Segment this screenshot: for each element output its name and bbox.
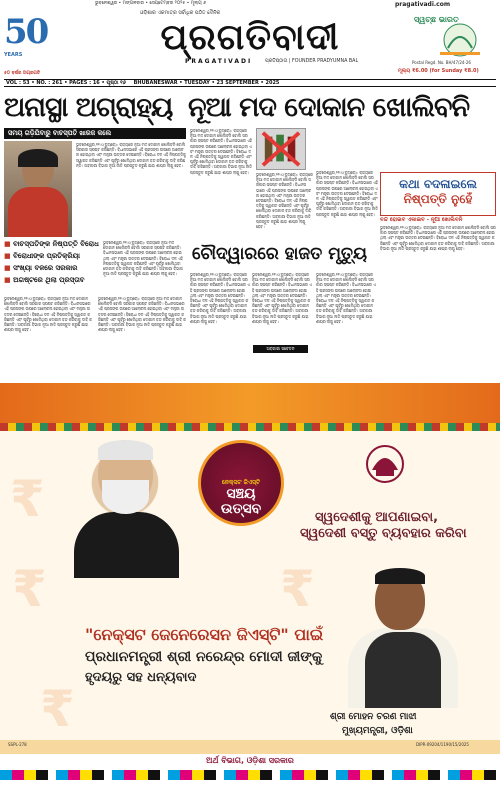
dipr-code: DIPR-09204/1190/15/2025 bbox=[416, 742, 469, 747]
ad-slogan-2: ସ୍ୱଦେଶୀ ବସ୍ତୁ ବ୍ୟବହାର କରିବା bbox=[300, 526, 467, 541]
tagline: ଓଡ଼ିଶାର ଏକମାତ୍ର ସର୍ବାଧିକ ପଠିତ ଦୈନିକ bbox=[140, 10, 221, 16]
site-url[interactable]: pragativadi.com bbox=[395, 1, 451, 8]
article-column: ଭୁବନେଶ୍ୱର,୨୨।୯(ବ୍ୟୁରୋ): ରାଜ୍ୟରେ ନୂଆ ମଦ ଦୋକାନ ଖୋଲିବନି ବୋଲି ସରକାର ସ୍ପଷ୍ଟ କରିଛନ୍ତି। ବିଧାନସଭାରେ ଏହି ପ୍ରସଙ୍ଗ ଉପରେ ଆଲୋଚନା ହୋଇଥିଲା ଏବଂ ମନ୍ତ୍ରୀ ଉତ୍ତର ଦେଇଛନ୍ତି। ବିରୋଧୀ ଦଳ ଏହି ନିଷ୍ପତ୍ତିକୁ ସ୍ୱାଗତ କରିଛନ୍ତି ଏବଂ ପୂର୍ବରୁ ଖୋଲିଥିବା ଦୋକାନ ବନ୍ଦ କରିବାକୁ ଦାବି କରିଛନ୍ତି। ଅବକାରୀ ବିଭାଗ ନୂଆ ନୀତି ପ୍ରସ୍ତୁତ କରୁଛି ଯାହା ଶୀଘ୍ର ଲାଗୁ ହେବ। bbox=[256, 172, 313, 230]
article-column: ଭୁବନେଶ୍ୱର,୨୨।୯(ବ୍ୟୁରୋ): ରାଜ୍ୟରେ ନୂଆ ମଦ ଦୋକାନ ଖୋଲିବନି ବୋଲି ସରକାର ସ୍ପଷ୍ଟ କରିଛନ୍ତି। ବିଧାନସଭାରେ ଏହି ପ୍ରସଙ୍ଗ ଉପରେ ଆଲୋଚନା ହୋଇଥିଲା ଏବଂ ମନ୍ତ୍ରୀ ଉତ୍ତର ଦେଇଛନ୍ତି। ବିରୋଧୀ ଦଳ ଏହି ନିଷ୍ପତ୍ତିକୁ ସ୍ୱାଗତ କରିଛନ୍ତି ଏବଂ ପୂର୍ବରୁ ଖୋଲିଥିବା ଦୋକାନ ବନ୍ଦ କରିବାକୁ ଦାବି କରିଛନ୍ତି। ଅବକାରୀ ବିଭାଗ ନୂଆ ନୀତି ପ୍ରସ୍ତୁତ କରୁଛି ଯାହା ଶୀଘ୍ର ଲାଗୁ ହେବ। bbox=[380, 225, 496, 251]
article-column: ଭୁବନେଶ୍ୱର,୨୨।୯(ବ୍ୟୁରୋ): ରାଜ୍ୟରେ ନୂଆ ମଦ ଦୋକାନ ଖୋଲିବନି ବୋଲି ସରକାର ସ୍ପଷ୍ଟ କରିଛନ୍ତି। ବିଧାନସଭାରେ ଏହି ପ୍ରସଙ୍ଗ ଉପରେ ଆଲୋଚନା ହୋଇଥିଲା ଏବଂ ମନ୍ତ୍ରୀ ଉତ୍ତର ଦେଇଛନ୍ତି। ବିରୋଧୀ ଦଳ ଏହି ନିଷ୍ପତ୍ତିକୁ ସ୍ୱାଗତ କରିଛନ୍ତି ଏବଂ ପୂର୍ବରୁ ଖୋଲିଥିବା ଦୋକାନ ବନ୍ଦ କରିବାକୁ ଦାବି କରିଛନ୍ତି। ଅବକାରୀ ବିଭାଗ ନୂଆ ନୀତି ପ୍ରସ୍ତୁତ କରୁଛି ଯାହା ଶୀଘ୍ର ଲାଗୁ ହେବ। bbox=[252, 272, 312, 324]
ad-garland bbox=[0, 423, 500, 431]
logo-name-2: ଉତ୍ସବ bbox=[220, 501, 262, 517]
odisha-emblem-icon bbox=[350, 440, 420, 490]
volume-info: VOL : 53 • NO. : 261 • PAGES : 16 • ପୃଷ୍ଠା ୧୬ bbox=[6, 80, 126, 86]
article-column: ଭୁବନେଶ୍ୱର,୨୨।୯(ବ୍ୟୁରୋ): ରାଜ୍ୟରେ ନୂଆ ମଦ ଦୋକାନ ଖୋଲିବନି ବୋଲି ସରକାର ସ୍ପଷ୍ଟ କରିଛନ୍ତି। ବିଧାନସଭାରେ ଏହି ପ୍ରସଙ୍ଗ ଉପରେ ଆଲୋଚନା ହୋଇଥିଲା ଏବଂ ମନ୍ତ୍ରୀ ଉତ୍ତର ଦେଇଛନ୍ତି। ବିରୋଧୀ ଦଳ ଏହି ନିଷ୍ପତ୍ତିକୁ ସ୍ୱାଗତ କରିଛନ୍ତି ଏବଂ ପୂର୍ବରୁ ଖୋଲିଥିବା ଦୋକାନ ବନ୍ଦ କରିବାକୁ ଦାବି କରିଛନ୍ତି। ଅବକାରୀ ବିଭାଗ ନୂଆ ନୀତି ପ୍ରସ୍ତୁତ କରୁଛି ଯାହା ଶୀଘ୍ର ଲାଗୁ ହେବ। bbox=[190, 272, 250, 324]
nameplate-latin: PRAGATIVADI bbox=[185, 58, 253, 65]
bullet-item: ■ ସଂଖ୍ୟା ବଳରେ ସରକାର bbox=[4, 264, 78, 272]
ad-top-band bbox=[0, 383, 500, 423]
rupee-watermark-icon: ₹ bbox=[12, 560, 47, 618]
sidebar-box-sub: ବନ୍ଦ ହୋଇବ ଏକାଇବ - ନୂଆ ଖୋଲିବନି bbox=[380, 217, 463, 223]
pm-photo-beard bbox=[102, 480, 149, 514]
article-column: ଭୁବନେଶ୍ୱର,୨୨।୯(ବ୍ୟୁରୋ): ରାଜ୍ୟରେ ନୂଆ ମଦ ଦୋକାନ ଖୋଲିବନି ବୋଲି ସରକାର ସ୍ପଷ୍ଟ କରିଛନ୍ତି। ବିଧାନସଭାରେ ଏହି ପ୍ରସଙ୍ଗ ଉପରେ ଆଲୋଚନା ହୋଇଥିଲା ଏବଂ ମନ୍ତ୍ରୀ ଉତ୍ତର ଦେଇଛନ୍ତି। ବିରୋଧୀ ଦଳ ଏହି ନିଷ୍ପତ୍ତିକୁ ସ୍ୱାଗତ କରିଛନ୍ତି ଏବଂ ପୂର୍ବରୁ ଖୋଲିଥିବା ଦୋକାନ ବନ୍ଦ କରିବାକୁ ଦାବି କରିଛନ୍ତି। ଅବକାରୀ ବିଭାଗ ନୂଆ ନୀତି ପ୍ରସ୍ତୁତ କରୁଛି ଯାହା ଶୀଘ୍ର ଲାଗୁ ହେବ। bbox=[316, 272, 376, 324]
article-column: ଭୁବନେଶ୍ୱର,୨୨।୯(ବ୍ୟୁରୋ): ରାଜ୍ୟରେ ନୂଆ ମଦ ଦୋକାନ ଖୋଲିବନି ବୋଲି ସରକାର ସ୍ପଷ୍ଟ କରିଛନ୍ତି। ବିଧାନସଭାରେ ଏହି ପ୍ରସଙ୍ଗ ଉପରେ ଆଲୋଚନା ହୋଇଥିଲା ଏବଂ ମନ୍ତ୍ରୀ ଉତ୍ତର ଦେଇଛନ୍ତି। ବିରୋଧୀ ଦଳ ଏହି ନିଷ୍ପତ୍ତିକୁ ସ୍ୱାଗତ କରିଛନ୍ତି ଏବଂ ପୂର୍ବରୁ ଖୋଲିଥିବା ଦୋକାନ ବନ୍ଦ କରିବାକୁ ଦାବି କରିଛନ୍ତି। ଅବକାରୀ ବିଭାଗ ନୂଆ ନୀତି ପ୍ରସ୍ତୁତ କରୁଛି ଯାହା ଶୀଘ୍ର ଲାଗୁ ହେବ। bbox=[4, 296, 92, 333]
nameplate: ପ୍ରଗତିବାଦୀ bbox=[160, 16, 340, 58]
price: ମୂଲ୍ୟ ₹6.00 (for Sunday ₹8.0) bbox=[398, 68, 479, 74]
article-column: ଭୁବନେଶ୍ୱର,୨୨।୯(ବ୍ୟୁରୋ): ରାଜ୍ୟରେ ନୂଆ ମଦ ଦୋକାନ ଖୋଲିବନି ବୋଲି ସରକାର ସ୍ପଷ୍ଟ କରିଛନ୍ତି। ବିଧାନସଭାରେ ଏହି ପ୍ରସଙ୍ଗ ଉପରେ ଆଲୋଚନା ହୋଇଥିଲା ଏବଂ ମନ୍ତ୍ରୀ ଉତ୍ତର ଦେଇଛନ୍ତି। ବିରୋଧୀ ଦଳ ଏହି ନିଷ୍ପତ୍ତିକୁ ସ୍ୱାଗତ କରିଛନ୍ତି ଏବଂ ପୂର୍ବରୁ ଖୋଲିଥିବା ଦୋକାନ ବନ୍ଦ କରିବାକୁ ଦାବି କରିଛନ୍ତି। ଅବକାରୀ ବିଭାଗ ନୂଆ ନୀତି ପ୍ରସ୍ତୁତ କରୁଛି ଯାହା ଶୀଘ୍ର ଲାଗୁ ହେବ। bbox=[103, 240, 183, 277]
subheadline-bar: ସମୟ ଗଡ଼ିଯିବାରୁ ବାଚସ୍ପତି ଖାରଜ କଲେ bbox=[4, 128, 186, 139]
article-column: ଭୁବନେଶ୍ୱର,୨୨।୯(ବ୍ୟୁରୋ): ରାଜ୍ୟରେ ନୂଆ ମଦ ଦୋକାନ ଖୋଲିବନି ବୋଲି ସରକାର ସ୍ପଷ୍ଟ କରିଛନ୍ତି। ବିଧାନସଭାରେ ଏହି ପ୍ରସଙ୍ଗ ଉପରେ ଆଲୋଚନା ହୋଇଥିଲା ଏବଂ ମନ୍ତ୍ରୀ ଉତ୍ତର ଦେଇଛନ୍ତି। ବିରୋଧୀ ଦଳ ଏହି ନିଷ୍ପତ୍ତିକୁ ସ୍ୱାଗତ କରିଛନ୍ତି ଏବଂ ପୂର୍ବରୁ ଖୋଲିଥିବା ଦୋକାନ ବନ୍ଦ କରିବାକୁ ଦାବି କରିଛନ୍ତି। ଅବକାରୀ ବିଭାଗ ନୂଆ ନୀତି ପ୍ରସ୍ତୁତ କରୁଛି ଯାହା ଶୀଘ୍ର ଲାଗୁ ହେବ। bbox=[190, 128, 252, 175]
liquor-cross-icon bbox=[256, 128, 306, 170]
logo-name-1: ସଞ୍ଚୟ bbox=[226, 486, 256, 502]
headline-custody-death[interactable]: ଚୌଦ୍ୱାରରେ ହାଜତ ମୃତ୍ୟୁ bbox=[192, 244, 368, 264]
sanchay-utsav-logo bbox=[198, 440, 284, 526]
headline-liquor-shop[interactable]: ନୂଆ ମଦ ଦୋକାନ ଖୋଲିବନି bbox=[188, 92, 470, 123]
anniversary-logo bbox=[4, 12, 72, 74]
excise-label: ଅବକାରୀ ସଚେତନ bbox=[253, 345, 308, 353]
volume-dateline bbox=[4, 79, 496, 87]
ad-thanks-line-1: "ନେକ୍ସଟ ଜେନେରେସନ ଜିଏସ୍‌ଟି" ପାଇଁ bbox=[85, 625, 324, 644]
rupee-watermark-icon: ₹ bbox=[10, 470, 45, 528]
article-column: ଭୁବନେଶ୍ୱର,୨୨।୯(ବ୍ୟୁରୋ): ରାଜ୍ୟରେ ନୂଆ ମଦ ଦୋକାନ ଖୋଲିବନି ବୋଲି ସରକାର ସ୍ପଷ୍ଟ କରିଛନ୍ତି। ବିଧାନସଭାରେ ଏହି ପ୍ରସଙ୍ଗ ଉପରେ ଆଲୋଚନା ହୋଇଥିଲା ଏବଂ ମନ୍ତ୍ରୀ ଉତ୍ତର ଦେଇଛନ୍ତି। ବିରୋଧୀ ଦଳ ଏହି ନିଷ୍ପତ୍ତିକୁ ସ୍ୱାଗତ କରିଛନ୍ତି ଏବଂ ପୂର୍ବରୁ ଖୋଲିଥିବା ଦୋକାନ ବନ୍ଦ କରିବାକୁ ଦାବି କରିଛନ୍ତି। ଅବକାରୀ ବିଭାଗ ନୂଆ ନୀତି ପ୍ରସ୍ତୁତ କରୁଛି ଯାହା ଶୀଘ୍ର ଲାଗୁ ହେବ। bbox=[98, 296, 186, 333]
bullet-item: ■ ବିରୋଧୀଙ୍କ ପ୍ରତିକ୍ରିୟା bbox=[4, 252, 80, 260]
ad-slogan-1: ସ୍ୱଦେଶୀକୁ ଆପଣାଇବା, bbox=[315, 510, 439, 525]
svg-text:ସ୍ୱଚ୍ଛ ଭାରତ: ସ୍ୱଚ୍ଛ ଭାରତ bbox=[414, 15, 459, 24]
article-column: ଭୁବନେଶ୍ୱର,୨୨।୯(ବ୍ୟୁରୋ): ରାଜ୍ୟରେ ନୂଆ ମଦ ଦୋକାନ ଖୋଲିବନି ବୋଲି ସରକାର ସ୍ପଷ୍ଟ କରିଛନ୍ତି। ବିଧାନସଭାରେ ଏହି ପ୍ରସଙ୍ଗ ଉପରେ ଆଲୋଚନା ହୋଇଥିଲା ଏବଂ ମନ୍ତ୍ରୀ ଉତ୍ତର ଦେଇଛନ୍ତି। ବିରୋଧୀ ଦଳ ଏହି ନିଷ୍ପତ୍ତିକୁ ସ୍ୱାଗତ କରିଛନ୍ତି ଏବଂ ପୂର୍ବରୁ ଖୋଲିଥିବା ଦୋକାନ ବନ୍ଦ କରିବାକୁ ଦାବି କରିଛନ୍ତି। ଅବକାରୀ ବିଭାଗ ନୂଆ ନୀତି ପ୍ରସ୍ତୁତ କରୁଛି ଯାହା ଶୀଘ୍ର ଲାଗୁ ହେବ। bbox=[316, 170, 378, 217]
ad-thanks-line-2: ପ୍ରଧାନମନ୍ତ୍ରୀ ଶ୍ରୀ ନରେନ୍ଦ୍ର ମୋଦୀ ଜୀଙ୍କୁ bbox=[85, 649, 323, 665]
top-strip: ଭୁବନେଶ୍ୱର • ମଙ୍ଗଳବାର • ସେପ୍ଟେମ୍ବର ୨୦୨୫ • ମୂଲ୍ୟ ୬ bbox=[95, 1, 206, 6]
rupee-watermark-icon: ₹ bbox=[280, 560, 315, 618]
cm-title: ମୁଖ୍ୟମନ୍ତ୍ରୀ, ଓଡ଼ିଶା bbox=[342, 726, 413, 736]
bullet-list bbox=[4, 240, 100, 288]
pm-photo-body bbox=[74, 512, 179, 578]
anniversary-sub: ୫୦ ବର୍ଷର ଅଗ୍ରଗତି bbox=[4, 71, 41, 76]
dateline: BHUBANESWAR • TUESDAY • 23 SEPTEMBER • 2025 bbox=[133, 80, 280, 86]
cm-photo-vest bbox=[365, 632, 441, 708]
logo-gst-text: ନେକ୍ସଟ ଜିଏସ୍‌ଟି bbox=[221, 479, 261, 486]
sidebar-box[interactable] bbox=[380, 172, 496, 216]
anniversary-number: 50 bbox=[4, 12, 48, 52]
speaker-photo bbox=[4, 141, 72, 237]
founder-line: ପ୍ରତିଷ୍ଠାତା | FOUNDER PRADYUMNA BAL bbox=[265, 59, 359, 64]
bullet-item: ■ ଅଗଷ୍ଟରେ ଥିଲା ପ୍ରସ୍ତାବ bbox=[4, 276, 85, 284]
print-color-strip bbox=[0, 770, 500, 780]
sidebar-box-title: କଥା ବଦଳାଇଲେ bbox=[399, 177, 477, 191]
bullet-item: ■ ବାଚସ୍ପତିଙ୍କ ନିଷ୍ପତ୍ତି ବିରୋଧ bbox=[4, 240, 99, 248]
article-column: ଭୁବନେଶ୍ୱର,୨୨।୯(ବ୍ୟୁରୋ): ରାଜ୍ୟରେ ନୂଆ ମଦ ଦୋକାନ ଖୋଲିବନି ବୋଲି ସରକାର ସ୍ପଷ୍ଟ କରିଛନ୍ତି। ବିଧାନସଭାରେ ଏହି ପ୍ରସଙ୍ଗ ଉପରେ ଆଲୋଚନା ହୋଇଥିଲା ଏବଂ ମନ୍ତ୍ରୀ ଉତ୍ତର ଦେଇଛନ୍ତି। ବିରୋଧୀ ଦଳ ଏହି ନିଷ୍ପତ୍ତିକୁ ସ୍ୱାଗତ କରିଛନ୍ତି ଏବଂ ପୂର୍ବରୁ ଖୋଲିଥିବା ଦୋକାନ ବନ୍ଦ କରିବାକୁ ଦାବି କରିଛନ୍ତି। ଅବକାରୀ ବିଭାଗ ନୂଆ ନୀତି ପ୍ରସ୍ତୁତ କରୁଛି ଯାହା ଶୀଘ୍ର ଲାଗୁ ହେବ। bbox=[76, 142, 186, 168]
ad-thanks-line-3: ହୃଦୟରୁ ସହ ଧନ୍ୟବାଦ bbox=[85, 670, 197, 685]
sidebar-box-title-2: ନିଷ୍ପତ୍ତି ନୁହେଁ bbox=[403, 192, 473, 206]
sspl-code: SSPL-278 bbox=[8, 742, 27, 747]
headline-no-confidence[interactable]: ଅନାସ୍ଥା ଅଗ୍ରାହ୍ୟ bbox=[4, 92, 173, 123]
ad-footer-text: ଅର୍ଥ ବିଭାଗ, ଓଡ଼ିଶା ସରକାର bbox=[206, 756, 294, 765]
cm-photo-hair bbox=[375, 568, 425, 584]
postal-reg: Postal Regd. No. BH/47/24-26 bbox=[412, 60, 471, 65]
cm-name: ଶ୍ରୀ ମୋହନ ଚରଣ ମାଝୀ bbox=[330, 712, 417, 722]
edition-logo-icon bbox=[400, 8, 496, 68]
rupee-watermark-icon: ₹ bbox=[40, 680, 75, 738]
anniversary-label: YEARS bbox=[4, 52, 23, 58]
pm-photo-hair bbox=[98, 440, 153, 460]
